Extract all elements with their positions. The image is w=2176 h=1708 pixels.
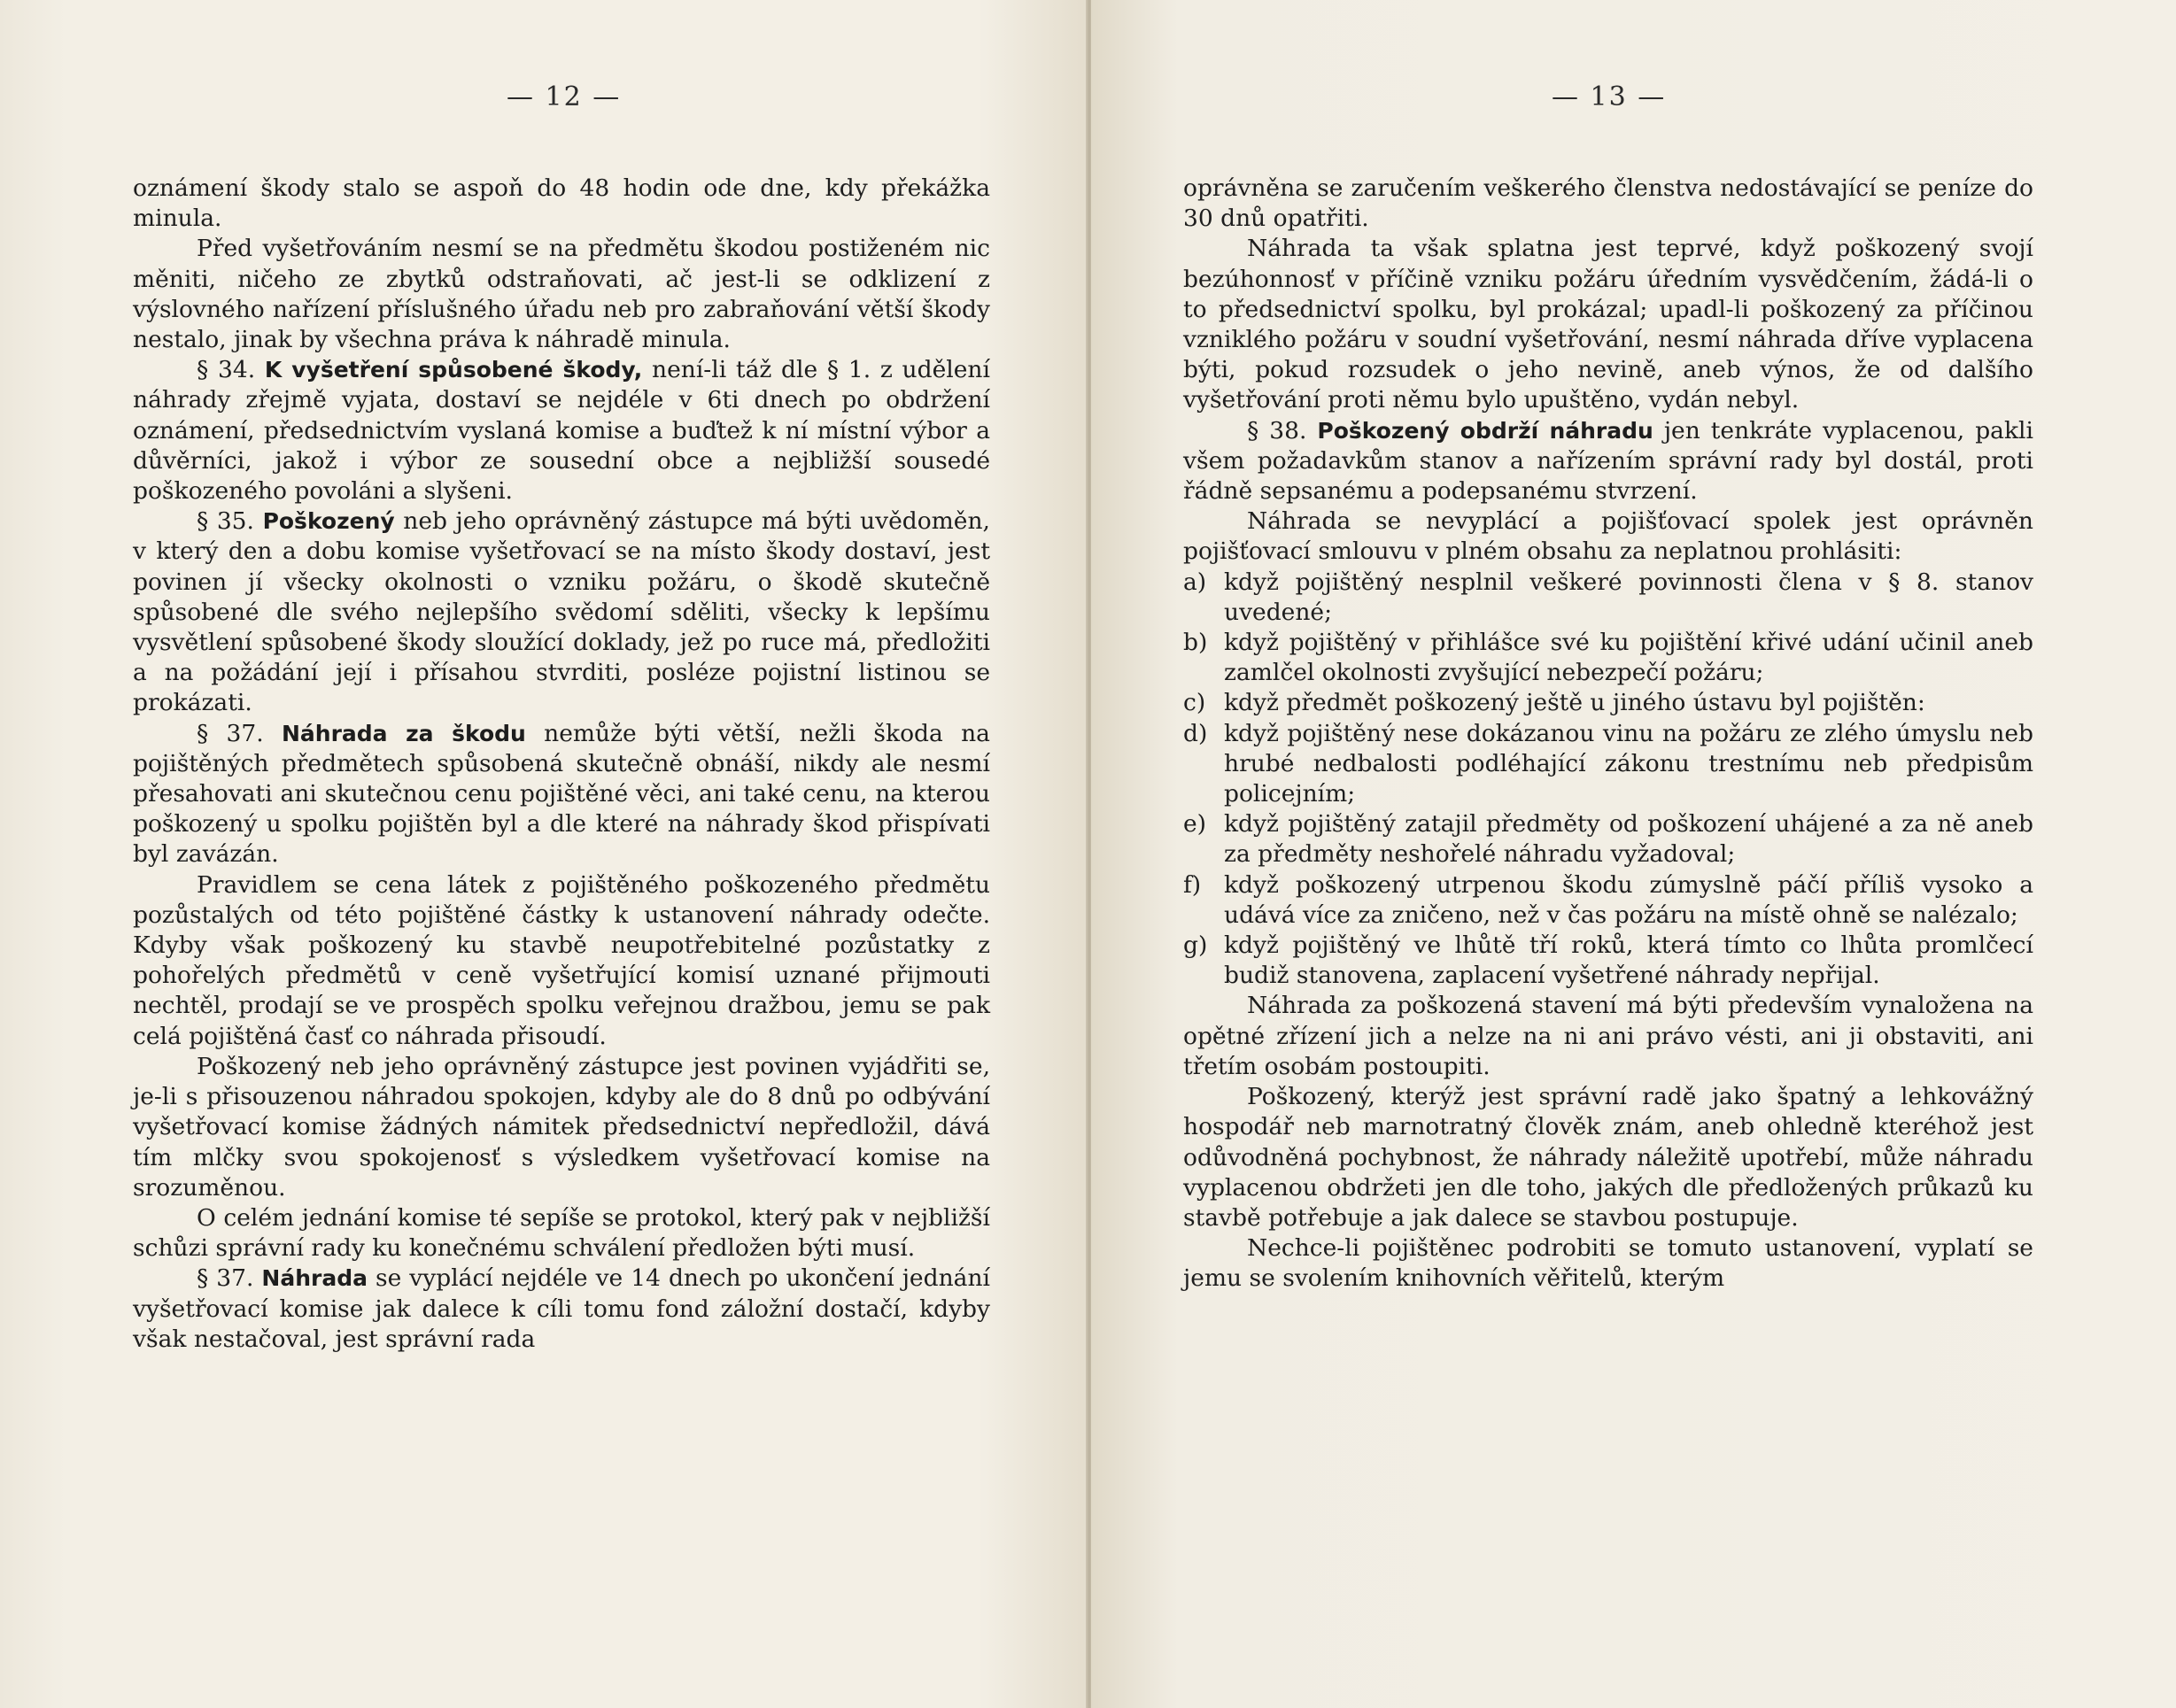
paragraph xyxy=(1183,234,2033,415)
section-number: § 34. xyxy=(197,356,256,384)
paragraph-text: není-li táž dle § 1. z udělení náhrady zřejmě vyjata, dostaví se nejdéle v 6ti dnech po obdržení oznámení, předsednictvím vyslaná komise a buďtež k ní místní výbor a důvěrníci, jakož i výbor ze sousední obce a nejbližší sousedé poškozeného povoláni a slyšeni. xyxy=(133,356,990,506)
section-paragraph xyxy=(133,1264,990,1355)
section-number: § 38. xyxy=(1247,416,1307,444)
list-item-text: když pojištěný v přihlášce své ku pojištění křivé udání učinil aneb zamlčel okolnosti zvyšující nebezpečí požáru; xyxy=(1224,629,2033,687)
paragraph xyxy=(1183,991,2033,1082)
paragraph xyxy=(133,870,990,1052)
list-marker: d) xyxy=(1183,719,1208,747)
section-number: § 35. xyxy=(197,507,254,536)
section-paragraph xyxy=(1183,416,2033,507)
paragraph-text: Před vyšetřováním nesmí se na předmětu škodou postiženém nic měniti, ničeho ze zbytků odstraňovati, ač jest-li se odklizení z výslovného nařízení příslušného úřadu neb pro zabraňování větší škody nestalo, jinak by všechna práva k náhradě minula. xyxy=(133,235,990,354)
paragraph-text: Poškozený, kterýž jest správní radě jako špatný a lehkovážný hospodář neb marnotratný člověk znám, aneb ohledně kteréhož jest odůvodněná pochybnost, že náhrady náležitě upotřebí, může náhradu vyplacenou obdržeti jen dle toho, jakých dle předložených průkazů ku stavbě potřebuje a jak dalece se stavbou postupuje. xyxy=(1183,1083,2033,1232)
list-item-text: když pojištěný nese dokázanou vinu na požáru ze zlého úmyslu neb hrubé nedbalosti podléhající zákonu trestnímu neb předpisům policejním; xyxy=(1224,719,2033,808)
section-number: § 37. xyxy=(197,1264,254,1293)
list-marker: a) xyxy=(1183,568,1207,596)
list-item xyxy=(1183,688,2033,718)
section-paragraph xyxy=(133,355,990,506)
list-marker: e) xyxy=(1183,810,1207,839)
paragraph-text: nemůže býti větší, nežli škoda na pojištěných předmětech spůsobená skutečně obnáší, nikdy ale nesmí přesahovati ani skutečnou cenu pojištěné věci, ani také cenu, na kterou poškozený u spolku pojištěn byl a dle které na náhrady škod přispívati byl zavázán. xyxy=(133,719,990,869)
right-page xyxy=(1091,0,2176,1708)
list-item-text: když poškozený utrpenou škodu zúmyslně páčí příliš vysoko a udává více za zničeno, než v čas požáru na místě ohně se nalézalo; xyxy=(1224,870,2033,929)
paragraph-text: oznámení škody stalo se aspoň do 48 hodin ode dne, kdy překážka minula. xyxy=(133,174,990,233)
list-marker: b) xyxy=(1183,629,1208,657)
paragraph-text: oprávněna se zaručením veškerého členstva nedostávající se peníze do 30 dnů opatřiti. xyxy=(1183,174,2033,233)
paragraph-text: Náhrada ta však splatna jest teprvé, když poškozený svojí bezúhonnosť v příčině vzniku požáru úředním vysvědčením, žádá-li o to předsednictví spolku, byl prokázal; upadl-li poškozený za příčinou vzniklého požáru v soudní vyšetřování, nesmí náhrada dříve vyplacena býti, pokud rozsudek o jeho nevině, aneb výnos, že od dalšího vyšetřování proti němu bylo upuštěno, vydán nebyl. xyxy=(1183,235,2033,414)
paragraph-text: Náhrada se nevyplácí a pojišťovací spolek jest oprávněn pojišťovací smlouvu v plném obsahu za neplatnou prohlásiti: xyxy=(1183,507,2033,566)
paragraph-text: O celém jednání komise té sepíše se protokol, který pak v nejbližší schůzi správní rady ku konečnému schválení předložen býti musí. xyxy=(133,1203,990,1263)
paragraph xyxy=(1183,506,2033,567)
list-item-text: když pojištěný zatajil předměty od poškození uhájené a za ně aneb za předměty neshořelé náhradu vyžadoval; xyxy=(1224,810,2033,869)
list-item xyxy=(1183,719,2033,810)
list-item-text: když pojištěný nesplnil veškeré povinnosti člena v § 8. stanov uvedené; xyxy=(1224,568,2033,626)
paragraph xyxy=(1183,174,2033,234)
section-heading: Náhrada za škodu xyxy=(282,720,526,746)
paragraph-text: Náhrada za poškozená stavení má býti především vynaložena na opětné zřízení jich a nelze na ni ani právo vésti, ani ji obstaviti, ani třetím osobám postoupiti. xyxy=(1183,992,2033,1080)
section-heading: Náhrada xyxy=(261,1265,368,1292)
list-item-text: když předmět poškozený ještě u jiného ústavu byl pojištěn: xyxy=(1224,689,1925,717)
list-item xyxy=(1183,809,2033,869)
page-number: — 13 — xyxy=(1552,81,1667,112)
list-item xyxy=(1183,568,2033,628)
paragraph xyxy=(1183,1082,2033,1233)
paragraph xyxy=(1183,1233,2033,1294)
section-number: § 37. xyxy=(197,719,264,747)
section-heading: Poškozený xyxy=(262,508,395,535)
paragraph xyxy=(133,174,990,234)
section-heading: Poškozený obdrží náhradu xyxy=(1317,417,1653,444)
paragraph-text: Pravidlem se cena látek z pojištěného poškozeného předmětu pozůstalých od této pojištěné částky k ustanovení náhrady odečte. Kdyby však poškozený ku stavbě neupotřebitelné pozůstatky z pohořelých předmětů v ceně vyšetřující komisí uznané přijmouti nechtěl, prodají se ve prospěch spolku veřejnou dražbou, jemu se pak celá pojištěná časť co náhrada přisoudí. xyxy=(133,870,990,1050)
list-item xyxy=(1183,870,2033,931)
list-item xyxy=(1183,628,2033,688)
list-marker: f) xyxy=(1183,870,1202,899)
list-item xyxy=(1183,931,2033,991)
paragraph-text: se vyplácí nejdéle ve 14 dnech po ukončení jednání vyšetřovací komise jak dalece k cíli tomu fond záložní dostačí, kdyby však nestačoval, jest správní rada xyxy=(133,1264,990,1353)
page-text xyxy=(133,174,990,1355)
paragraph xyxy=(133,1203,990,1264)
paragraph xyxy=(133,1052,990,1203)
list-marker: g) xyxy=(1183,931,1208,960)
section-paragraph xyxy=(133,506,990,718)
paragraph-text: Poškozený neb jeho oprávněný zástupce jest povinen vyjádřiti se, je-li s přisouzenou náhradou spokojen, kdyby ale do 8 dnů po odbývání vyšetřovací komise žádných námitek předsednictví nepředložil, dává tím mlčky svou spokojenosť s výsledkem vyšetřovací komise na srozuměnou. xyxy=(133,1052,990,1202)
section-paragraph xyxy=(133,719,990,870)
page-number: — 12 — xyxy=(507,81,622,112)
section-heading: K vyšetření spůsobené škody, xyxy=(264,357,643,383)
paragraph xyxy=(133,234,990,355)
page-text xyxy=(1183,174,2033,1295)
list-marker: c) xyxy=(1183,689,1206,717)
paragraph-text: Nechce-li pojištěnec podrobiti se tomuto ustanovení, vyplatí se jemu se svolením knihovních věřitelů, kterým xyxy=(1183,1234,2033,1293)
list-item-text: když pojištěný ve lhůtě tří roků, která tímto co lhůta promlčecí budiž stanovena, zaplacení vyšetřené náhrady nepřijal. xyxy=(1224,931,2033,990)
paragraph-text: jen tenkráte vyplacenou, pakli všem požadavkům stanov a nařízením správní rady byl dostál, proti řádně sepsanému a podepsanému stvrzení. xyxy=(1183,416,2033,506)
paragraph-text: neb jeho oprávněný zástupce má býti uvědoměn, v který den a dobu komise vyšetřovací se na místo škody dostaví, jest povinen jí všecky okolnosti o vzniku požáru, o škodě skutečně spůsobené dle svého nejlepšího svědomí sděliti, všecky k lepšímu vysvětlení spůsobené škody sloužící doklady, jež po ruce má, předložiti a na požádání její i přísahou stvrditi, posléze pojistní listinou se prokázati. xyxy=(133,507,990,717)
